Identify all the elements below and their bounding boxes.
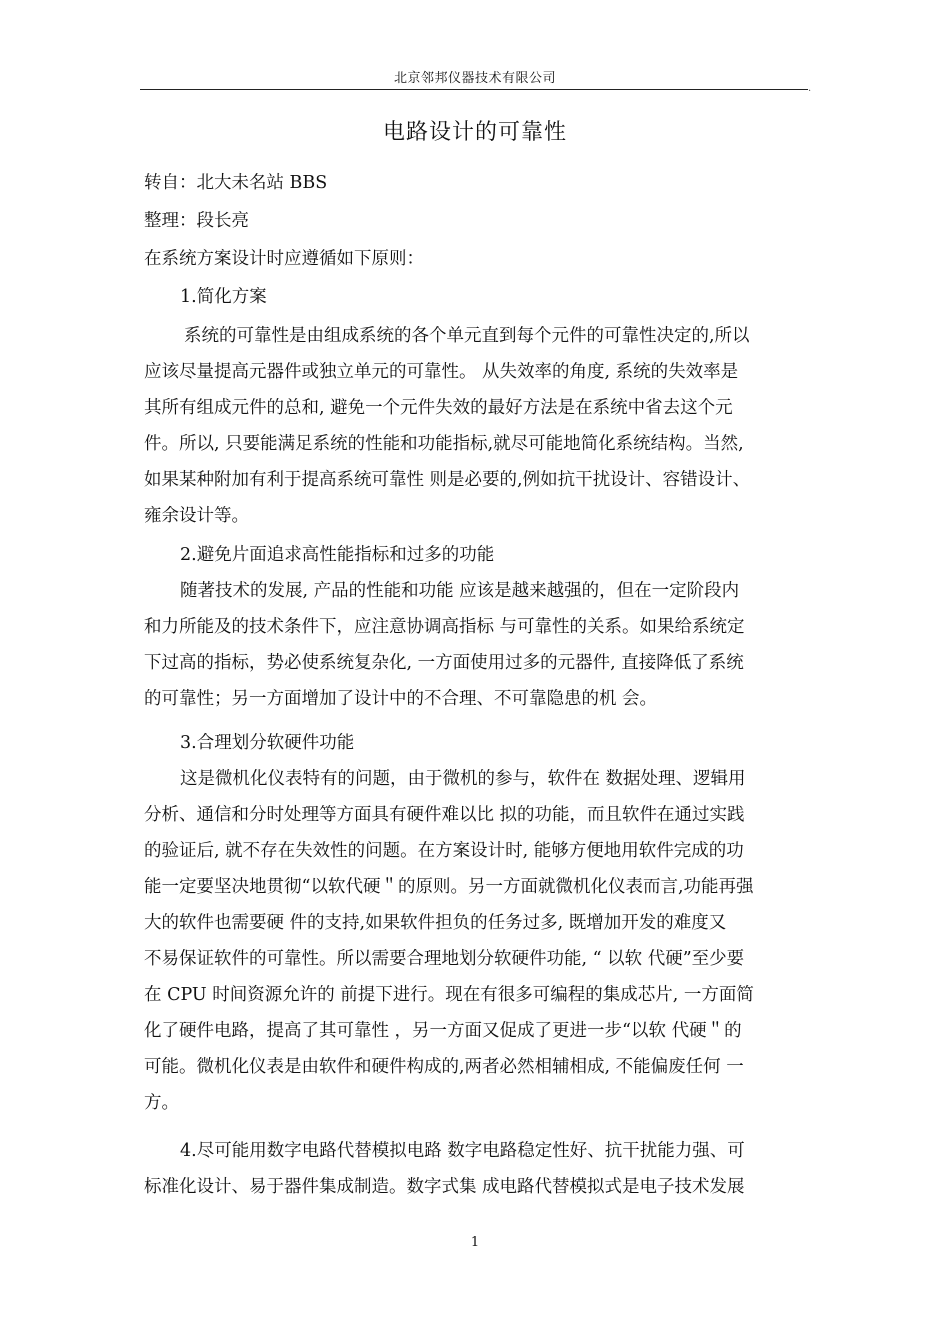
paragraph-line: 标准化设计、易于器件集成制造。数字式集 成电路代替模拟式是电子技术发展 [144, 1177, 745, 1197]
paragraph-line: 下过高的指标，势必使系统复杂化, 一方面使用过多的元器件, 直接降低了系统 [144, 653, 744, 673]
paragraph-line: 随著技术的发展, 产品的性能和功能 应该是越来越强的，但在一定阶段内 [180, 581, 740, 601]
section-1 [144, 280, 808, 533]
paragraph-line: 的验证后, 就不存在失效性的问题。在方案设计时, 能够方便地用软件完成的功 [144, 841, 744, 861]
paragraph-line: 应该尽量提高元器件或独立单元的可靠性。 从失效率的角度, 系统的失效率是 [144, 362, 739, 382]
section-3 [144, 726, 808, 1120]
section-2 [144, 538, 808, 716]
header-mark: . [808, 83, 812, 94]
meta-block [144, 166, 808, 276]
paragraph-line: 4.尽可能用数字电路代替模拟电路 数字电路稳定性好、抗干扰能力强、可 [180, 1141, 745, 1161]
paragraph-line: 如果某种附加有利于提高系统可靠性 则是必要的,例如抗干扰设计、容错设计、 [144, 470, 751, 490]
paragraph-line: 的可靠性；另一方面增加了设计中的不合理、不可靠隐患的机 会。 [144, 689, 658, 709]
paragraph-line: 雍余设计等。 [144, 506, 249, 526]
paragraph-line: 和力所能及的技术条件下，应注意协调高指标 与可靠性的关系。如果给系统定 [144, 617, 745, 637]
paragraph-line: 方。 [144, 1093, 179, 1113]
paragraph-line: 件。所以, 只要能满足系统的性能和功能指标,就尽可能地简化系统结构。当然, [144, 434, 744, 454]
paragraph-line: 分析、通信和分时处理等方面具有硬件难以比 拟的功能，而且软件在通过实践 [144, 805, 745, 825]
paragraph-line: 在 CPU 时间资源允许的 前提下进行。现在有很多可编程的集成芯片, 一方面简 [144, 985, 754, 1005]
section-4 [144, 1134, 808, 1204]
header-rule [140, 89, 808, 90]
intro-line: 在系统方案设计时应遵循如下原则： [144, 249, 424, 269]
paragraph-line: 不易保证软件的可靠性。所以需要合理地划分软硬件功能, “ 以软 代硬”至少要 [144, 949, 745, 969]
page-header: 北京邻邦仪器技术有限公司 [393, 71, 556, 86]
paragraph-line: 其所有组成元件的总和, 避免一个元件失效的最好方法是在系统中省去这个元 [144, 398, 733, 418]
document-title: 电路设计的可靠性 [382, 120, 567, 145]
paragraph-line: 大的软件也需要硬 件的支持,如果软件担负的任务过多, 既增加开发的难度又 [144, 913, 727, 933]
paragraph-line: 这是微机化仪表特有的问题，由于微机的参与，软件在 数据处理、逻辑用 [180, 769, 746, 789]
section-heading: 3.合理划分软硬件功能 [180, 733, 355, 753]
page-number: 1 [470, 1235, 480, 1250]
paragraph-line: 可能。微机化仪表是由软件和硬件构成的,两者必然相辅相成, 不能偏废任何 一 [144, 1057, 744, 1077]
section-heading: 1.简化方案 [180, 287, 267, 307]
section-heading: 2.避免片面追求高性能指标和过多的功能 [180, 545, 495, 565]
source-line: 转自：北大未名站 BBS [144, 173, 328, 193]
paragraph-line: 系统的可靠性是由组成系统的各个单元直到每个元件的可靠性决定的,所以 [184, 326, 750, 346]
paragraph-line: 化了硬件电路，提高了其可靠性 ，另一方面又促成了更进一步“以软 代硬＂的 [144, 1021, 742, 1041]
paragraph-line: 能一定要坚决地贯彻“以软代硬＂的原则。另一方面就微机化仪表而言,功能再强 [144, 877, 754, 897]
editor-line: 整理：段长亮 [144, 211, 249, 231]
